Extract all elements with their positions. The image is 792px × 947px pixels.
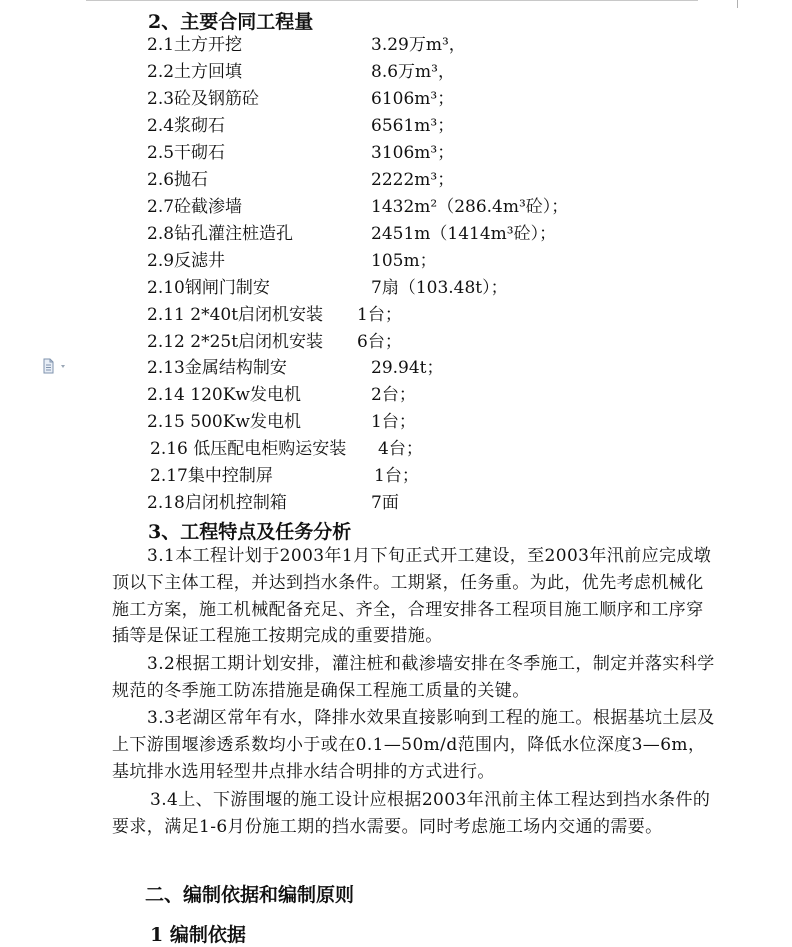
item-label: 2.8钻孔灌注桩造孔 — [147, 224, 294, 244]
item-value: 8.6万m³， — [371, 62, 455, 82]
item-value: 29.94t； — [371, 358, 444, 378]
list-item — [147, 167, 455, 193]
item-label: 2.4浆砌石 — [147, 116, 226, 136]
paragraph-text: 3.1本工程计划于2003年1月下旬正式开工建设，至2003年汛前应完成墩顶以下主体工程，并达到挡水条件。工期紧，任务重。为此，优先考虑机械化施工方案，施工机械配备充足、齐全，合理安排各工程项目施工顺序和工序穿插等是保证工程施工按期完成的重要措施。 — [112, 546, 712, 647]
item-value: 1台； — [371, 412, 416, 432]
list-item — [147, 409, 416, 435]
list-item — [147, 382, 416, 408]
list-item — [147, 86, 455, 112]
item-value: 105m； — [371, 251, 437, 271]
item-label: 2.1土方开挖 — [147, 35, 243, 55]
item-value: 1台； — [357, 305, 402, 325]
list-item — [147, 275, 508, 301]
item-value: 1台； — [374, 466, 419, 486]
paragraph-3-4 — [112, 787, 720, 841]
list-item — [147, 490, 399, 516]
chapter-heading: 二、编制依据和编制原则 — [145, 884, 355, 906]
item-value: 2222m³； — [371, 170, 455, 190]
item-label: 2.17集中控制屏 — [150, 466, 273, 486]
list-item — [147, 59, 455, 85]
paragraph-text: 3.2根据工期计划安排，灌注桩和截渗墙安排在冬季施工，制定并落实科学规范的冬季施工防冻措施是确保工程施工质量的关键。 — [112, 654, 715, 701]
item-value: 7面 — [371, 493, 399, 513]
list-item — [147, 221, 557, 247]
list-item — [147, 32, 466, 58]
list-item — [147, 194, 569, 220]
list-item — [147, 113, 455, 139]
item-label: 2.3砼及钢筋砼 — [147, 89, 260, 109]
item-label: 2.14 120Kw发电机 — [147, 385, 301, 405]
item-label: 2.6抛石 — [147, 170, 209, 190]
paragraph-3-3 — [112, 705, 720, 785]
item-value: 3.29万m³， — [371, 35, 466, 55]
item-label: 2.5干砌石 — [147, 143, 226, 163]
item-value: 3106m³； — [371, 143, 455, 163]
item-value: 6台； — [357, 332, 402, 352]
page-top-border — [86, 0, 698, 1]
subsection-heading: 1 编制依据 — [150, 924, 246, 946]
item-label: 2.18启闭机控制箱 — [147, 493, 287, 513]
section-3-heading: 3、工程特点及任务分析 — [148, 521, 352, 543]
item-label: 2.9反滤井 — [147, 251, 226, 271]
list-item — [147, 248, 437, 274]
item-label: 2.13金属结构制安 — [147, 358, 287, 378]
item-value: 1432m²（286.4m³砼）； — [371, 197, 569, 217]
item-label: 2.11 2*40t启闭机安装 — [147, 305, 324, 325]
item-label: 2.2土方回填 — [147, 62, 243, 82]
list-item — [147, 140, 455, 166]
paragraph-3-1 — [112, 543, 720, 650]
item-label: 2.16 低压配电柜购运安装 — [150, 439, 347, 459]
paragraph-3-2 — [112, 651, 720, 705]
item-label: 2.10钢闸门制安 — [147, 278, 270, 298]
item-value: 4台； — [378, 439, 423, 459]
list-item — [147, 329, 402, 355]
item-value: 7扇（103.48t）； — [371, 278, 508, 298]
item-label: 2.12 2*25t启闭机安装 — [147, 332, 324, 352]
page-corner-mark — [737, 0, 756, 8]
list-item — [150, 463, 419, 489]
list-item — [150, 436, 423, 462]
document-icon[interactable] — [41, 357, 71, 375]
item-label: 2.7砼截渗墙 — [147, 197, 243, 217]
list-item — [147, 355, 444, 381]
item-value: 2台； — [371, 385, 416, 405]
paragraph-text: 3.4上、下游围堰的施工设计应根据2003年汛前主体工程达到挡水条件的要求，满足1-6月份施工期的挡水需要。同时考虑施工场内交通的需要。 — [112, 790, 711, 837]
item-label: 2.15 500Kw发电机 — [147, 412, 301, 432]
list-item — [147, 302, 402, 328]
section-2-heading: 2、主要合同工程量 — [148, 11, 314, 33]
item-value: 6561m³； — [371, 116, 455, 136]
paragraph-text: 3.3老湖区常年有水，降排水效果直接影响到工程的施工。根据基坑土层及上下游围堰渗透系数均小于或在0.1—50m/d范围内，降低水位深度3—6m，基坑排水选用轻型井点排水结合明排的方式进行。 — [112, 708, 715, 782]
item-value: 2451m（1414m³砼）； — [371, 224, 557, 244]
item-value: 6106m³； — [371, 89, 455, 109]
